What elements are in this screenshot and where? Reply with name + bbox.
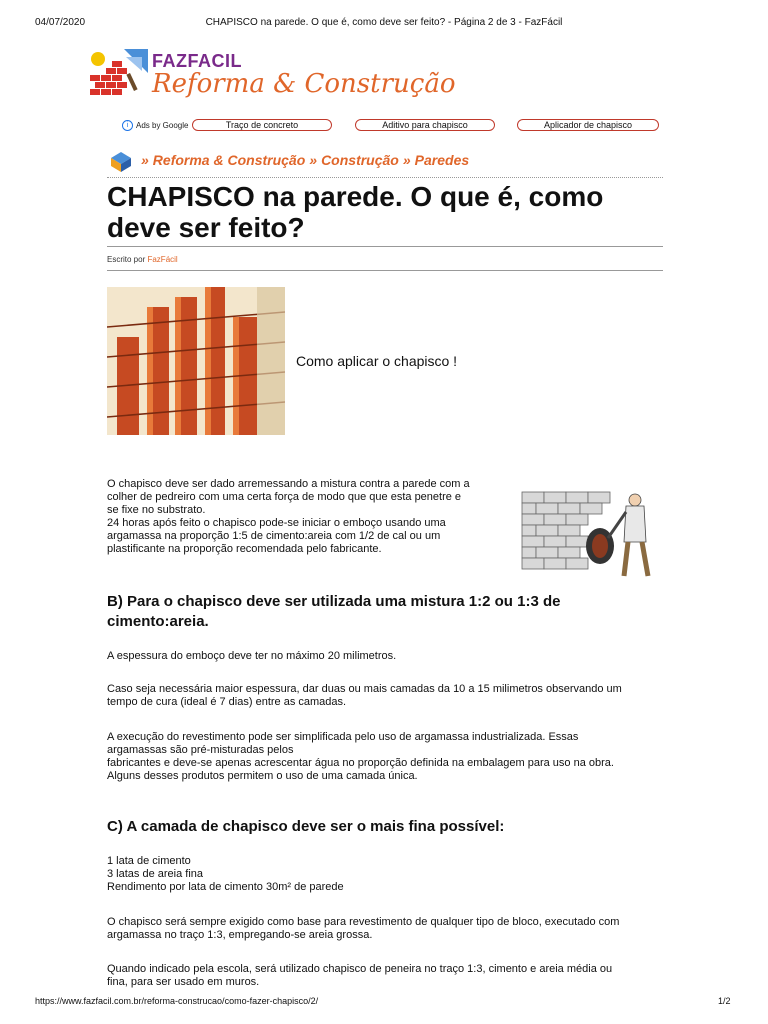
byline-divider bbox=[107, 270, 663, 271]
author-link[interactable]: FazFácil bbox=[147, 255, 178, 264]
ad-link-aplicador-chapisco[interactable]: Aplicador de chapisco bbox=[517, 119, 659, 131]
article-title: CHAPISCO na parede. O que é, como deve ser feito? bbox=[107, 181, 604, 243]
print-page-number: 1/2 bbox=[718, 996, 731, 1006]
text-line: se fixe no substrato. bbox=[107, 504, 206, 516]
breadcrumb-construcao[interactable]: Construção bbox=[321, 152, 399, 168]
ads-by-label: Ads by Google bbox=[136, 121, 189, 130]
brand-tagline: Reforma & Construção bbox=[152, 69, 456, 99]
section-b-p1: A espessura do emboço deve ter no máximo 20 milimetros. bbox=[107, 650, 397, 662]
text-line: argamassa no traço 1:3, empregando-se areia grossa. bbox=[107, 929, 373, 941]
list-item: 1 lata de cimento bbox=[107, 855, 191, 867]
section-b-p3 bbox=[107, 731, 667, 783]
print-page-title: CHAPISCO na parede. O que é, como deve ser feito? - Página 2 de 3 - FazFácil bbox=[205, 17, 563, 28]
intro-paragraph bbox=[107, 478, 507, 556]
brick-house-icon bbox=[90, 47, 150, 97]
title-divider bbox=[107, 246, 663, 247]
list-item: Rendimento por lata de cimento 30m² de parede bbox=[107, 881, 344, 893]
text-line: fina, para ser usado em muros. bbox=[107, 976, 260, 988]
breadcrumb-reforma-construcao[interactable]: Reforma & Construção bbox=[152, 152, 306, 168]
text-line: A execução do revestimento pode ser simplificada pelo uso de argamassa industrializada. Essas bbox=[107, 731, 579, 743]
info-icon: i bbox=[122, 120, 133, 131]
worker-wall-illustration bbox=[520, 482, 662, 580]
breadcrumb-separator: » bbox=[402, 152, 411, 168]
text-line: plastificante na proporção recomendada pelo fabricante. bbox=[107, 543, 382, 555]
breadcrumb-separator: » bbox=[309, 152, 318, 168]
text-line: Caso seja necessária maior espessura, dar duas ou mais camadas da 10 a 15 milimetros observando um bbox=[107, 683, 622, 695]
breadcrumb bbox=[107, 148, 469, 172]
text-line: Alguns desses produtos permitem o uso de uma camada única. bbox=[107, 770, 418, 782]
section-c-list bbox=[107, 855, 344, 894]
print-date: 04/07/2020 bbox=[35, 17, 86, 28]
cube-icon bbox=[107, 148, 137, 172]
section-b-p2 bbox=[107, 683, 667, 709]
text-line: Quando indicado pela escola, será utilizado chapisco de peneira no traço 1:3, cimento e areia média ou bbox=[107, 963, 613, 975]
section-c-p2 bbox=[107, 963, 667, 989]
dotted-divider bbox=[107, 177, 663, 178]
section-c-heading: C) A camada de chapisco deve ser o mais fina possível: bbox=[107, 818, 505, 835]
section-c-p1 bbox=[107, 916, 667, 942]
brick-wall-photo bbox=[107, 287, 285, 435]
breadcrumb-paredes[interactable]: Paredes bbox=[414, 152, 470, 168]
text-line: argamassa na proporção 1:5 de cimento:areia com 1/2 de cal ou um bbox=[107, 530, 441, 542]
text-line: fabricantes e deve-se apenas acrescentar água no proporção definida na embalagem para uso na obra. bbox=[107, 757, 614, 769]
text-line: argamassas são pré-misturadas pelos bbox=[107, 744, 294, 756]
list-item: 3 latas de areia fina bbox=[107, 868, 204, 880]
text-line: O chapisco será sempre exigido como base para revestimento de qualquer tipo de bloco, executado com bbox=[107, 916, 620, 928]
byline-prefix: Escrito por bbox=[107, 255, 146, 264]
intro-heading: Como aplicar o chapisco ! bbox=[296, 353, 458, 369]
text-line: tempo de cura (ideal é 7 dias) entre as camadas. bbox=[107, 696, 347, 708]
ads-by-google[interactable] bbox=[122, 120, 188, 131]
brand-name: FAZFACIL bbox=[152, 51, 242, 71]
breadcrumb-separator: » bbox=[141, 152, 149, 168]
ad-link-aditivo-chapisco[interactable]: Aditivo para chapisco bbox=[355, 119, 495, 131]
print-url: https://www.fazfacil.com.br/reforma-construcao/como-fazer-chapisco/2/ bbox=[35, 996, 319, 1006]
ad-link-traco-concreto[interactable]: Traço de concreto bbox=[192, 119, 332, 131]
section-b-heading: B) Para o chapisco deve ser utilizada uma mistura 1:2 ou 1:3 de cimento:areia. bbox=[107, 593, 561, 630]
text-line: 24 horas após feito o chapisco pode-se iniciar o emboço usando uma bbox=[107, 517, 446, 529]
site-logo[interactable] bbox=[90, 47, 456, 103]
text-line: colher de pedreiro com uma certa força de modo que que esta penetre e bbox=[107, 491, 462, 503]
text-line: O chapisco deve ser dado arremessando a mistura contra a parede com a bbox=[107, 478, 470, 490]
byline bbox=[107, 255, 178, 264]
